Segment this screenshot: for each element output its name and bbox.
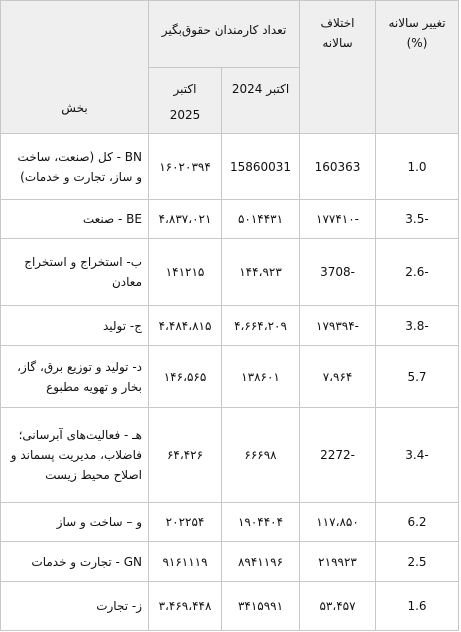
table-row	[1, 582, 459, 631]
cell-annual-change: 1.0	[376, 134, 459, 200]
cell-sector	[1, 346, 149, 408]
sector-label-line-1: BE - صنعت	[82, 212, 142, 226]
header-employees-label: تعداد کارمندان حقوق‌بگیر	[161, 23, 287, 37]
cell-difference: ۱۱۷،۸۵۰	[300, 503, 376, 542]
cell-annual-change: 5.7	[376, 346, 459, 408]
header-difference-label-2: سالانه	[322, 36, 353, 50]
cell-sector	[1, 239, 149, 306]
cell-oct-2024: ۵۰۱۴۴۳۱	[222, 200, 300, 239]
cell-oct-2025: ۶۴،۴۲۶	[149, 408, 222, 503]
header-sector	[1, 1, 149, 134]
cell-oct-2025: ۴،۸۳۷،۰۲۱	[149, 200, 222, 239]
sector-label-line-3: اصلاح محیط زیست	[45, 468, 142, 482]
header-difference	[300, 1, 376, 134]
header-annual-change	[376, 1, 459, 134]
table-row	[1, 503, 459, 542]
cell-oct-2024: ۱۳۸۶۰۱	[222, 346, 300, 408]
cell-annual-change: 6.2	[376, 503, 459, 542]
header-oct-2025	[149, 68, 222, 134]
cell-annual-change: 2.5	[376, 542, 459, 582]
table-row	[1, 408, 459, 503]
cell-oct-2025: ۳،۴۶۹،۴۴۸	[149, 582, 222, 631]
sector-label-line-1: ج- تولید	[102, 318, 142, 333]
cell-sector	[1, 134, 149, 200]
cell-oct-2024: ۱۴۴،۹۲۳	[222, 239, 300, 306]
header-oct-2025-label-1: اکتبر	[173, 82, 197, 96]
cell-oct-2025: ۱۴۱۲۱۵	[149, 239, 222, 306]
table-row	[1, 239, 459, 306]
cell-oct-2024: ۶۶۶۹۸	[222, 408, 300, 503]
cell-sector	[1, 200, 149, 239]
cell-annual-change: -3.8	[376, 306, 459, 346]
cell-difference: -3708	[300, 239, 376, 306]
sector-label-line-1: ز- تجارت	[96, 599, 142, 613]
header-employees	[149, 1, 300, 68]
cell-annual-change: 1.6	[376, 582, 459, 631]
cell-annual-change: -2.6	[376, 239, 459, 306]
cell-oct-2024: ۸۹۴۱۱۹۶	[222, 542, 300, 582]
sector-label-line-1: GN - تجارت و خدمات	[31, 554, 142, 569]
cell-difference: ۲۱۹۹۲۳	[300, 542, 376, 582]
cell-oct-2024: ۱۹۰۴۴۰۴	[222, 503, 300, 542]
cell-annual-change: -3.5	[376, 200, 459, 239]
cell-oct-2025: ۱۶۰۲۰۳۹۴	[149, 134, 222, 200]
cell-oct-2024: ۳۴۱۵۹۹۱	[222, 582, 300, 631]
cell-oct-2025: ۴،۴۸۴،۸۱۵	[149, 306, 222, 346]
cell-difference: -۱۷۷۴۱۰	[300, 200, 376, 239]
sector-label-line-2: معادن	[111, 275, 142, 289]
cell-difference: -۱۷۹۳۹۴	[300, 306, 376, 346]
header-annual-change-label: تغییر سالانه	[388, 16, 446, 30]
sector-label-line-1: هـ - فعالیت‌های آبرسانی؛	[18, 428, 142, 442]
header-oct-2024	[222, 68, 300, 134]
header-annual-change-unit: (%)	[406, 36, 428, 50]
cell-difference: 160363	[300, 134, 376, 200]
sector-label-line-2: و ساز، تجارت و خدمات)	[20, 169, 142, 184]
cell-sector	[1, 408, 149, 503]
header-oct-2025-label-2: 2025	[169, 108, 201, 122]
header-difference-label-1: اختلاف	[320, 16, 355, 30]
cell-sector	[1, 306, 149, 346]
sector-label-line-1: BN - کل (صنعت، ساخت	[17, 149, 142, 164]
cell-sector	[1, 582, 149, 631]
cell-sector	[1, 542, 149, 582]
table-row	[1, 200, 459, 239]
cell-difference: ۵۳،۴۵۷	[300, 582, 376, 631]
cell-oct-2024: 15860031	[222, 134, 300, 200]
cell-oct-2025: ۲۰۲۲۵۴	[149, 503, 222, 542]
sector-label-line-2: فاضلاب، مدیریت پسماند و	[10, 448, 142, 462]
cell-sector	[1, 503, 149, 542]
cell-oct-2025: ۱۴۶،۵۶۵	[149, 346, 222, 408]
sector-label-line-1: و – ساخت و ساز	[56, 515, 142, 529]
cell-annual-change: -3.4	[376, 408, 459, 503]
table-row	[1, 542, 459, 582]
cell-difference: ۷،۹۶۴	[300, 346, 376, 408]
sector-label-line-2: بخار و تهویه مطبوع	[46, 379, 142, 394]
table-row	[1, 346, 459, 408]
table-row	[1, 306, 459, 346]
cell-difference: -2272	[300, 408, 376, 503]
header-sector-label: بخش	[61, 101, 88, 115]
cell-oct-2025: ۹۱۶۱۱۱۹	[149, 542, 222, 582]
table-row	[1, 134, 459, 200]
cell-oct-2024: ۴،۶۶۴،۲۰۹	[222, 306, 300, 346]
sector-label-line-1: د- تولید و توزیع برق، گاز،	[17, 359, 142, 374]
header-oct-2024-label: اکتبر 2024	[231, 82, 290, 96]
sector-label-line-1: ب- استخراج و استخراج	[24, 255, 142, 269]
